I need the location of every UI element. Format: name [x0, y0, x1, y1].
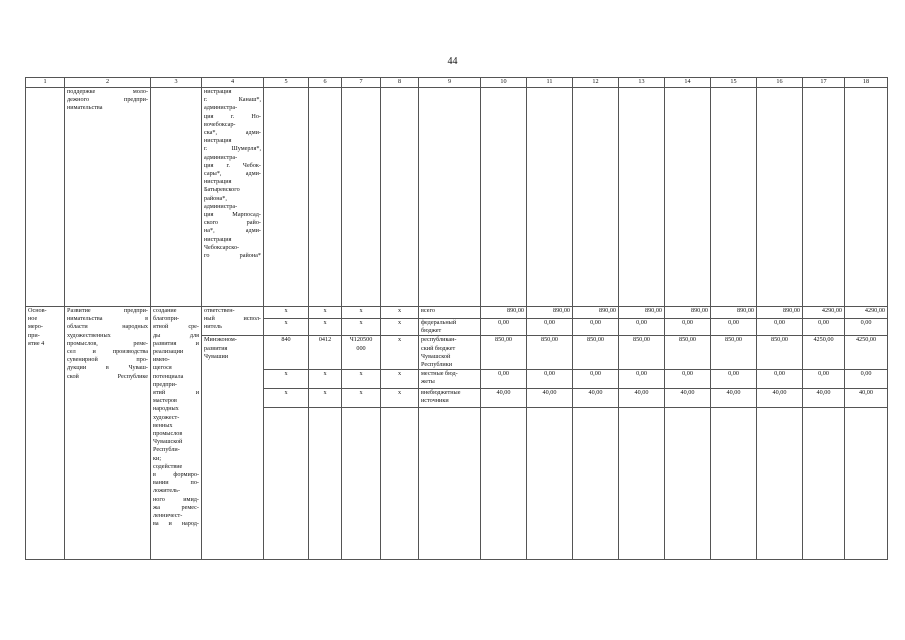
event-title: Развитие предпри- нимательства в области народных художественных промыслов, реме- сел и производства сувенирной про- дукции в Чуваш- ской Республике: [65, 307, 151, 560]
event-goal: создание благопри- ятной сре- ды для развития и реализации имею- щегося потенциала предпри- ятий и мастеров народных художест- венных промыслов Чувашской Республи- ки; содействие в формиро- вании по- ложитель- ного имид- жа ремес- ленничест- ва и народ-: [151, 307, 202, 560]
cell: x: [381, 389, 419, 408]
continuation-text: поддержке моло- дежного предпри- нимательства: [65, 88, 151, 307]
cell: 4290,00: [845, 307, 888, 319]
cell: x: [342, 319, 381, 336]
column-header: 4: [202, 78, 264, 88]
cell: x: [342, 389, 381, 408]
cell: 890,00: [665, 307, 711, 319]
cell: 0412: [309, 336, 342, 370]
cell: 0,00: [845, 370, 888, 389]
cell: 0,00: [665, 319, 711, 336]
table-row: [26, 307, 888, 319]
cell: 4250,00: [803, 336, 845, 370]
cell: 0,00: [527, 319, 573, 336]
continuation-row: [26, 88, 888, 307]
cell: 40,00: [527, 389, 573, 408]
cell: 850,00: [619, 336, 665, 370]
column-header: 9: [419, 78, 481, 88]
header-row: [26, 78, 888, 88]
cell: 4250,00: [845, 336, 888, 370]
cell: x: [381, 370, 419, 389]
cell: 0,00: [619, 370, 665, 389]
column-header: 7: [342, 78, 381, 88]
funding-source: местные бюд- жеты: [419, 370, 481, 389]
cell: x: [381, 336, 419, 370]
funding-source: всего: [419, 307, 481, 319]
cell: 0,00: [573, 370, 619, 389]
cell: 0,00: [757, 319, 803, 336]
cell: 0,00: [757, 370, 803, 389]
continuation-executors: нистрация г. Канаш*, администра- ция г. Но- вочебоксар- ска*, адми- нистрация г. Шумерля*, администра- ция г. Чебок- сары*, адми- нистрация Батыревского района*, администра- ция Марпосад- ского райо- на*, адми- нистрация Чебоксарско- го района*: [202, 88, 264, 307]
ministry-name: Минэконом- развития Чувашии: [202, 336, 264, 560]
cell: 0,00: [481, 370, 527, 389]
cell: x: [381, 307, 419, 319]
column-header: 10: [481, 78, 527, 88]
cell: x: [381, 319, 419, 336]
cell: 890,00: [619, 307, 665, 319]
column-header: 13: [619, 78, 665, 88]
column-header: 14: [665, 78, 711, 88]
cell: 40,00: [757, 389, 803, 408]
funding-source: республикан- ский бюджет Чувашской Республики: [419, 336, 481, 370]
column-header: 2: [65, 78, 151, 88]
cell: 0,00: [481, 319, 527, 336]
cell: 0,00: [527, 370, 573, 389]
cell: x: [264, 370, 309, 389]
cell: 0,00: [665, 370, 711, 389]
column-header: 1: [26, 78, 65, 88]
cell: 40,00: [619, 389, 665, 408]
column-header: 16: [757, 78, 803, 88]
cell: 890,00: [757, 307, 803, 319]
cell: 0,00: [803, 370, 845, 389]
cell: 890,00: [527, 307, 573, 319]
cell: 850,00: [573, 336, 619, 370]
cell: 0,00: [845, 319, 888, 336]
cell: x: [309, 389, 342, 408]
funding-source: внебюджетные источники: [419, 389, 481, 408]
cell: 0,00: [711, 370, 757, 389]
cell: x: [309, 370, 342, 389]
cell: 850,00: [527, 336, 573, 370]
cell: x: [264, 307, 309, 319]
cell: 40,00: [711, 389, 757, 408]
column-header: 15: [711, 78, 757, 88]
cell: x: [309, 319, 342, 336]
cell: 40,00: [845, 389, 888, 408]
cell: 0,00: [803, 319, 845, 336]
responsible-executor: ответствен- ный испол- нитель: [202, 307, 264, 336]
funding-source: федеральный бюджет: [419, 319, 481, 336]
page-number: 44: [447, 56, 458, 67]
cell: 40,00: [803, 389, 845, 408]
column-header: 18: [845, 78, 888, 88]
cell: 40,00: [665, 389, 711, 408]
cell: x: [264, 319, 309, 336]
cell: 890,00: [481, 307, 527, 319]
column-header: 5: [264, 78, 309, 88]
cell: Ч120500 000: [342, 336, 381, 370]
budget-table: [25, 77, 888, 560]
cell: 840: [264, 336, 309, 370]
column-header: 8: [381, 78, 419, 88]
column-header: 17: [803, 78, 845, 88]
column-header: 6: [309, 78, 342, 88]
event-number: Основ- ное меро- при- ятие 4: [26, 307, 65, 560]
column-header: 12: [573, 78, 619, 88]
cell: 40,00: [481, 389, 527, 408]
cell: 40,00: [573, 389, 619, 408]
cell: 850,00: [481, 336, 527, 370]
cell: 890,00: [711, 307, 757, 319]
cell: 0,00: [619, 319, 665, 336]
cell: 850,00: [665, 336, 711, 370]
cell: 0,00: [711, 319, 757, 336]
column-header: 3: [151, 78, 202, 88]
cell: x: [264, 389, 309, 408]
cell: 890,00: [573, 307, 619, 319]
cell: 850,00: [757, 336, 803, 370]
cell: 850,00: [711, 336, 757, 370]
column-header: 11: [527, 78, 573, 88]
cell: x: [342, 307, 381, 319]
cell: 0,00: [573, 319, 619, 336]
cell: x: [309, 307, 342, 319]
cell: x: [342, 370, 381, 389]
cell: 4290,00: [803, 307, 845, 319]
